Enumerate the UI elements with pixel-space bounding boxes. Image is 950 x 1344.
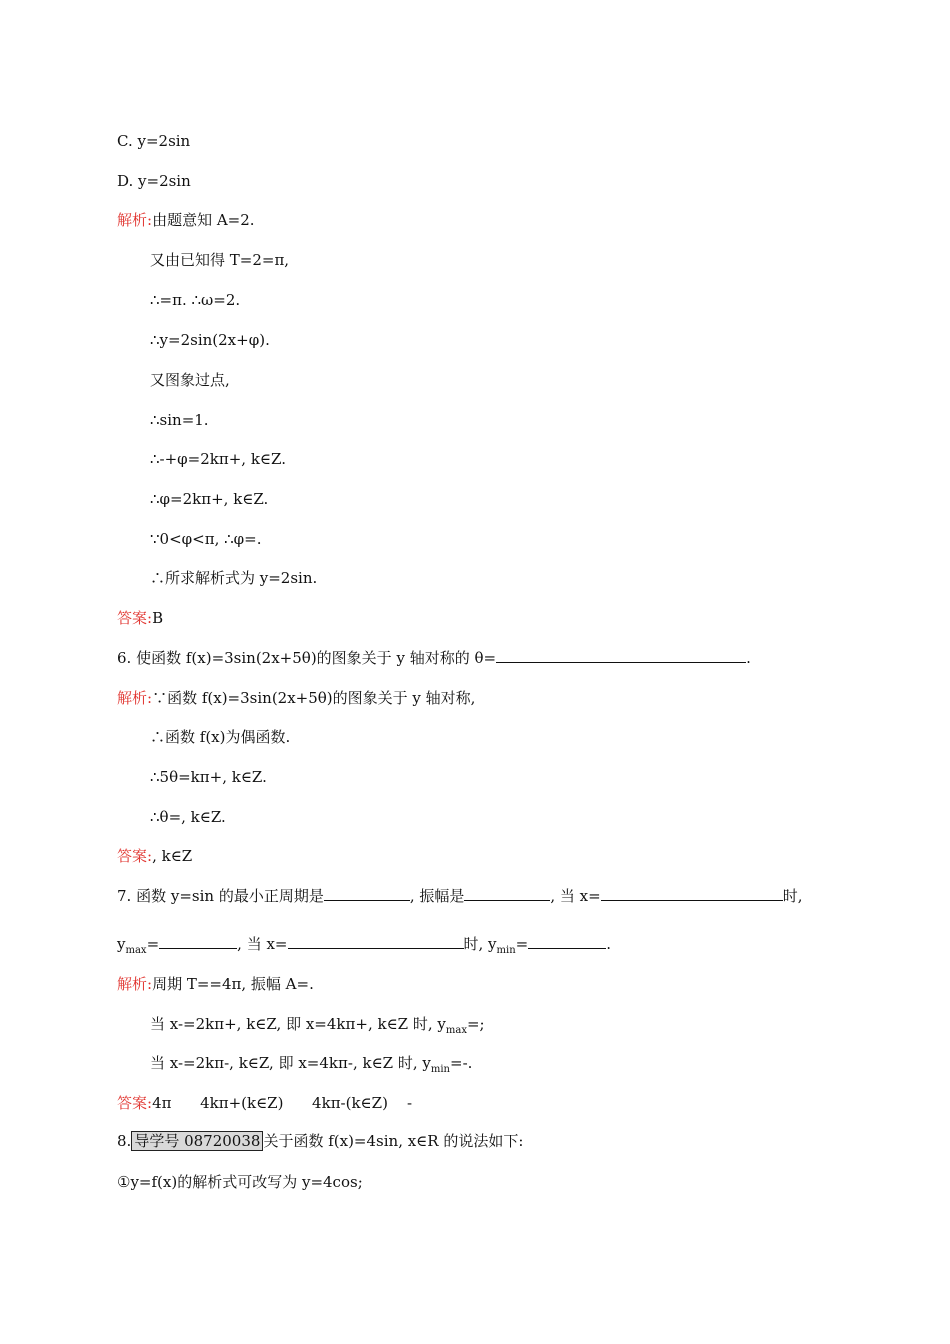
equals: = (515, 935, 529, 953)
question-7-text: , 当 x= (237, 935, 288, 953)
analysis-line-7: ∴-+φ=2kπ+, k∈Z. (150, 450, 286, 468)
analysis-6-line-2: ∴函数 f(x)为偶函数. (150, 728, 291, 746)
statement-1: ①y=f(x)的解析式可改写为 y=4cos; (117, 1173, 363, 1191)
question-6-text: 6. 使函数 f(x)=3sin(2x+5θ)的图象关于 y 轴对称的 θ= (117, 649, 497, 667)
question-7-text: , 当 x= (550, 887, 601, 905)
analysis-6-line-1 (117, 688, 475, 708)
analysis-line-8: ∴φ=2kπ+, k∈Z. (150, 490, 269, 508)
answer-5 (117, 608, 163, 628)
answer-blank[interactable] (324, 886, 410, 901)
question-7-period: . (606, 935, 611, 953)
analysis-line-10: ∴所求解析式为 y=2sin. (150, 569, 318, 587)
analysis-label: 解析: (117, 975, 153, 993)
answer-blank[interactable] (159, 934, 237, 949)
equals: = (146, 935, 160, 953)
analysis-7-line-3 (150, 1053, 472, 1080)
analysis-line-1 (117, 210, 255, 230)
answer-text: , k∈Z (152, 847, 193, 865)
analysis-line-3: ∴=π. ∴ω=2. (150, 291, 241, 309)
answer-blank[interactable] (288, 934, 464, 949)
analysis-7-line-2 (150, 1014, 485, 1041)
question-8-text: 关于函数 f(x)=4sin, x∈R 的说法如下: (263, 1132, 524, 1150)
analysis-text: =; (466, 1015, 485, 1033)
question-7-text: 7. 函数 y=sin 的最小正周期是 (117, 887, 324, 905)
guide-number-tag[interactable]: 导学号 08720038 (131, 1131, 263, 1151)
question-7-line-2 (117, 934, 611, 961)
analysis-text: 周期 T==4π, 振幅 A=. (152, 975, 314, 993)
analysis-6-line-3: ∴5θ=kπ+, k∈Z. (150, 768, 267, 786)
answer-blank[interactable] (464, 886, 550, 901)
answer-label: 答案: (117, 609, 153, 627)
question-6 (117, 648, 751, 668)
question-7-text: 时, y (463, 935, 497, 953)
answer-blank[interactable] (528, 934, 606, 949)
question-7-text: 时, (782, 887, 803, 905)
analysis-label: 解析: (117, 211, 153, 229)
analysis-text: =-. (450, 1054, 473, 1072)
analysis-text: 由题意知 A=2. (152, 211, 255, 229)
answer-blank[interactable] (601, 886, 783, 901)
question-8-number: 8. (117, 1132, 132, 1150)
question-6-period: . (746, 649, 751, 667)
answer-7 (117, 1093, 412, 1113)
answer-label: 答案: (117, 1094, 153, 1112)
analysis-6-line-4: ∴θ=, k∈Z. (150, 808, 226, 826)
answer-6 (117, 846, 192, 866)
analysis-line-6: ∴sin=1. (150, 411, 209, 429)
option-c: C. y=2sin (117, 132, 191, 150)
question-7-text: , 振幅是 (409, 887, 465, 905)
y-max-label: y (117, 935, 126, 953)
analysis-line-4: ∴y=2sin(2x+φ). (150, 331, 270, 349)
analysis-text: 当 x-=2kπ-, k∈Z, 即 x=4kπ-, k∈Z 时, y (150, 1054, 431, 1072)
option-d: D. y=2sin (117, 172, 191, 190)
answer-text: B (152, 609, 164, 627)
subscript: max (125, 945, 147, 956)
question-7-line-1 (117, 886, 803, 906)
analysis-text: 当 x-=2kπ+, k∈Z, 即 x=4kπ+, k∈Z 时, y (150, 1015, 446, 1033)
analysis-line-2: 又由已知得 T=2=π, (150, 251, 290, 269)
analysis-line-5: 又图象过点, (150, 371, 230, 389)
answer-blank[interactable] (496, 648, 746, 663)
subscript: min (430, 1064, 450, 1075)
analysis-line-9: ∵0<φ<π, ∴φ=. (150, 530, 262, 548)
answer-label: 答案: (117, 847, 153, 865)
analysis-text: ∵函数 f(x)=3sin(2x+5θ)的图象关于 y 轴对称, (152, 689, 476, 707)
analysis-7-line-1 (117, 974, 314, 994)
answer-text: 4π 4kπ+(k∈Z) 4kπ-(k∈Z) - (152, 1094, 413, 1112)
analysis-label: 解析: (117, 689, 153, 707)
subscript: max (445, 1025, 467, 1036)
question-8 (117, 1131, 523, 1151)
subscript: min (496, 945, 516, 956)
